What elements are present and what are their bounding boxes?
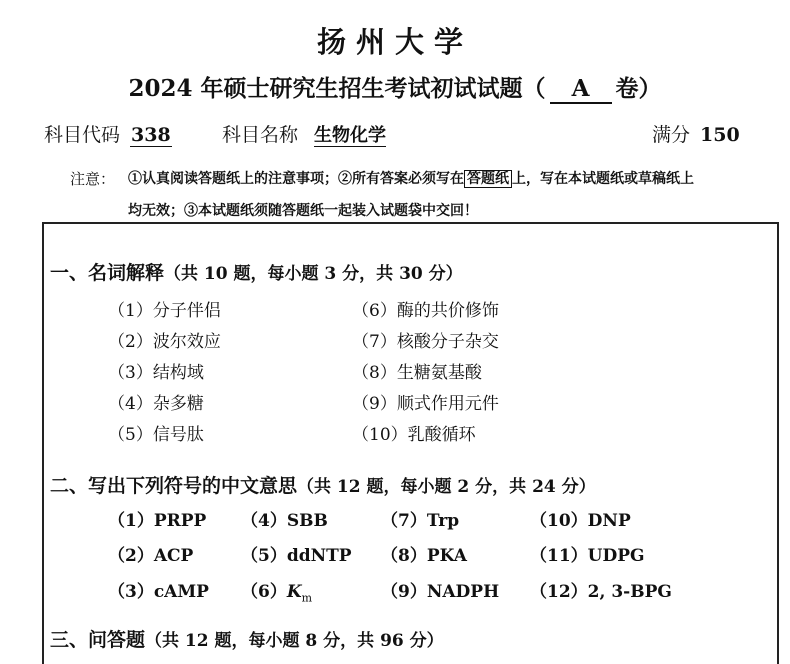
full-score-value: 150 xyxy=(700,124,740,146)
notice-line-1-part-2: 上，写在本试题纸或草稿纸上 xyxy=(512,171,694,187)
symbol-item: （2）ACP xyxy=(108,546,194,566)
notice-line-2: 均无效；③本试题纸须随答题纸一起装入试题袋中交回！ xyxy=(128,203,478,219)
section-1-title: 一、名词解释 xyxy=(50,262,165,284)
symbol-item: （10）DNP xyxy=(530,511,631,531)
section-3-heading xyxy=(50,625,444,652)
symbol-item: （12）2, 3-BPG xyxy=(530,582,672,602)
symbol-item: （7）Trp xyxy=(381,511,460,531)
symbol-item: （9）NADPH xyxy=(381,582,500,602)
km-symbol: K xyxy=(286,582,302,602)
term-item: （9）顺式作用元件 xyxy=(352,394,499,414)
full-score xyxy=(652,120,740,147)
exam-title-prefix: 2024 年硕士研究生招生考试初试试题（ xyxy=(128,75,546,102)
symbol-item: （3）cAMP xyxy=(108,582,209,602)
symbol-item: （1）PRPP xyxy=(108,511,207,531)
exam-title-suffix: 卷） xyxy=(615,75,662,102)
term-item: （10）乳酸循环 xyxy=(352,425,476,445)
symbol-item: （11）UDPG xyxy=(530,546,645,566)
section-3-title: 三、问答题 xyxy=(50,629,146,651)
term-item: （8）生糖氨基酸 xyxy=(352,363,482,383)
symbol-item: （8）PKA xyxy=(381,546,467,566)
exam-title xyxy=(0,70,790,104)
subject-code xyxy=(44,120,172,147)
notice-line-1 xyxy=(128,168,694,188)
symbol-item-number: （6） xyxy=(241,582,287,602)
subject-name-label: 科目名称 xyxy=(222,124,299,146)
term-item: （2）波尔效应 xyxy=(108,332,221,352)
answer-sheet-boxed-text: 答题纸 xyxy=(464,170,512,188)
section-2-title: 二、写出下列符号的中文意思 xyxy=(50,475,298,497)
notice-label: 注意： xyxy=(70,170,116,188)
university-name: 扬州大学 xyxy=(316,25,473,59)
symbol-item: （4）SBB xyxy=(241,511,328,531)
paper-type: A xyxy=(550,75,612,104)
term-item: （5）信号肽 xyxy=(108,425,204,445)
term-item: （3）结构域 xyxy=(108,363,204,383)
subject-code-value: 338 xyxy=(131,124,171,146)
term-item: （1）分子伴侣 xyxy=(108,301,221,321)
term-item: （4）杂多糖 xyxy=(108,394,204,414)
symbol-item xyxy=(241,577,312,604)
subject-name xyxy=(222,120,386,147)
section-1-info: （共 10 题，每小题 3 分，共 30 分） xyxy=(164,264,463,284)
subject-code-label: 科目代码 xyxy=(44,124,121,146)
term-item: （6）酶的共价修饰 xyxy=(352,301,499,321)
notice-line-1-part-1: ①认真阅读答题纸上的注意事项；②所有答案必须写在 xyxy=(128,171,464,187)
section-2-info: （共 12 题，每小题 2 分，共 24 分） xyxy=(297,477,596,497)
symbol-item: （5）ddNTP xyxy=(241,546,352,566)
section-2-heading xyxy=(50,471,596,498)
subject-name-value: 生物化学 xyxy=(314,125,387,146)
term-item: （7）核酸分子杂交 xyxy=(352,332,499,352)
km-subscript: m xyxy=(301,591,313,605)
section-3-info: （共 12 题，每小题 8 分，共 96 分） xyxy=(145,631,444,651)
section-1-heading xyxy=(50,258,463,285)
full-score-label: 满分 xyxy=(652,124,691,146)
